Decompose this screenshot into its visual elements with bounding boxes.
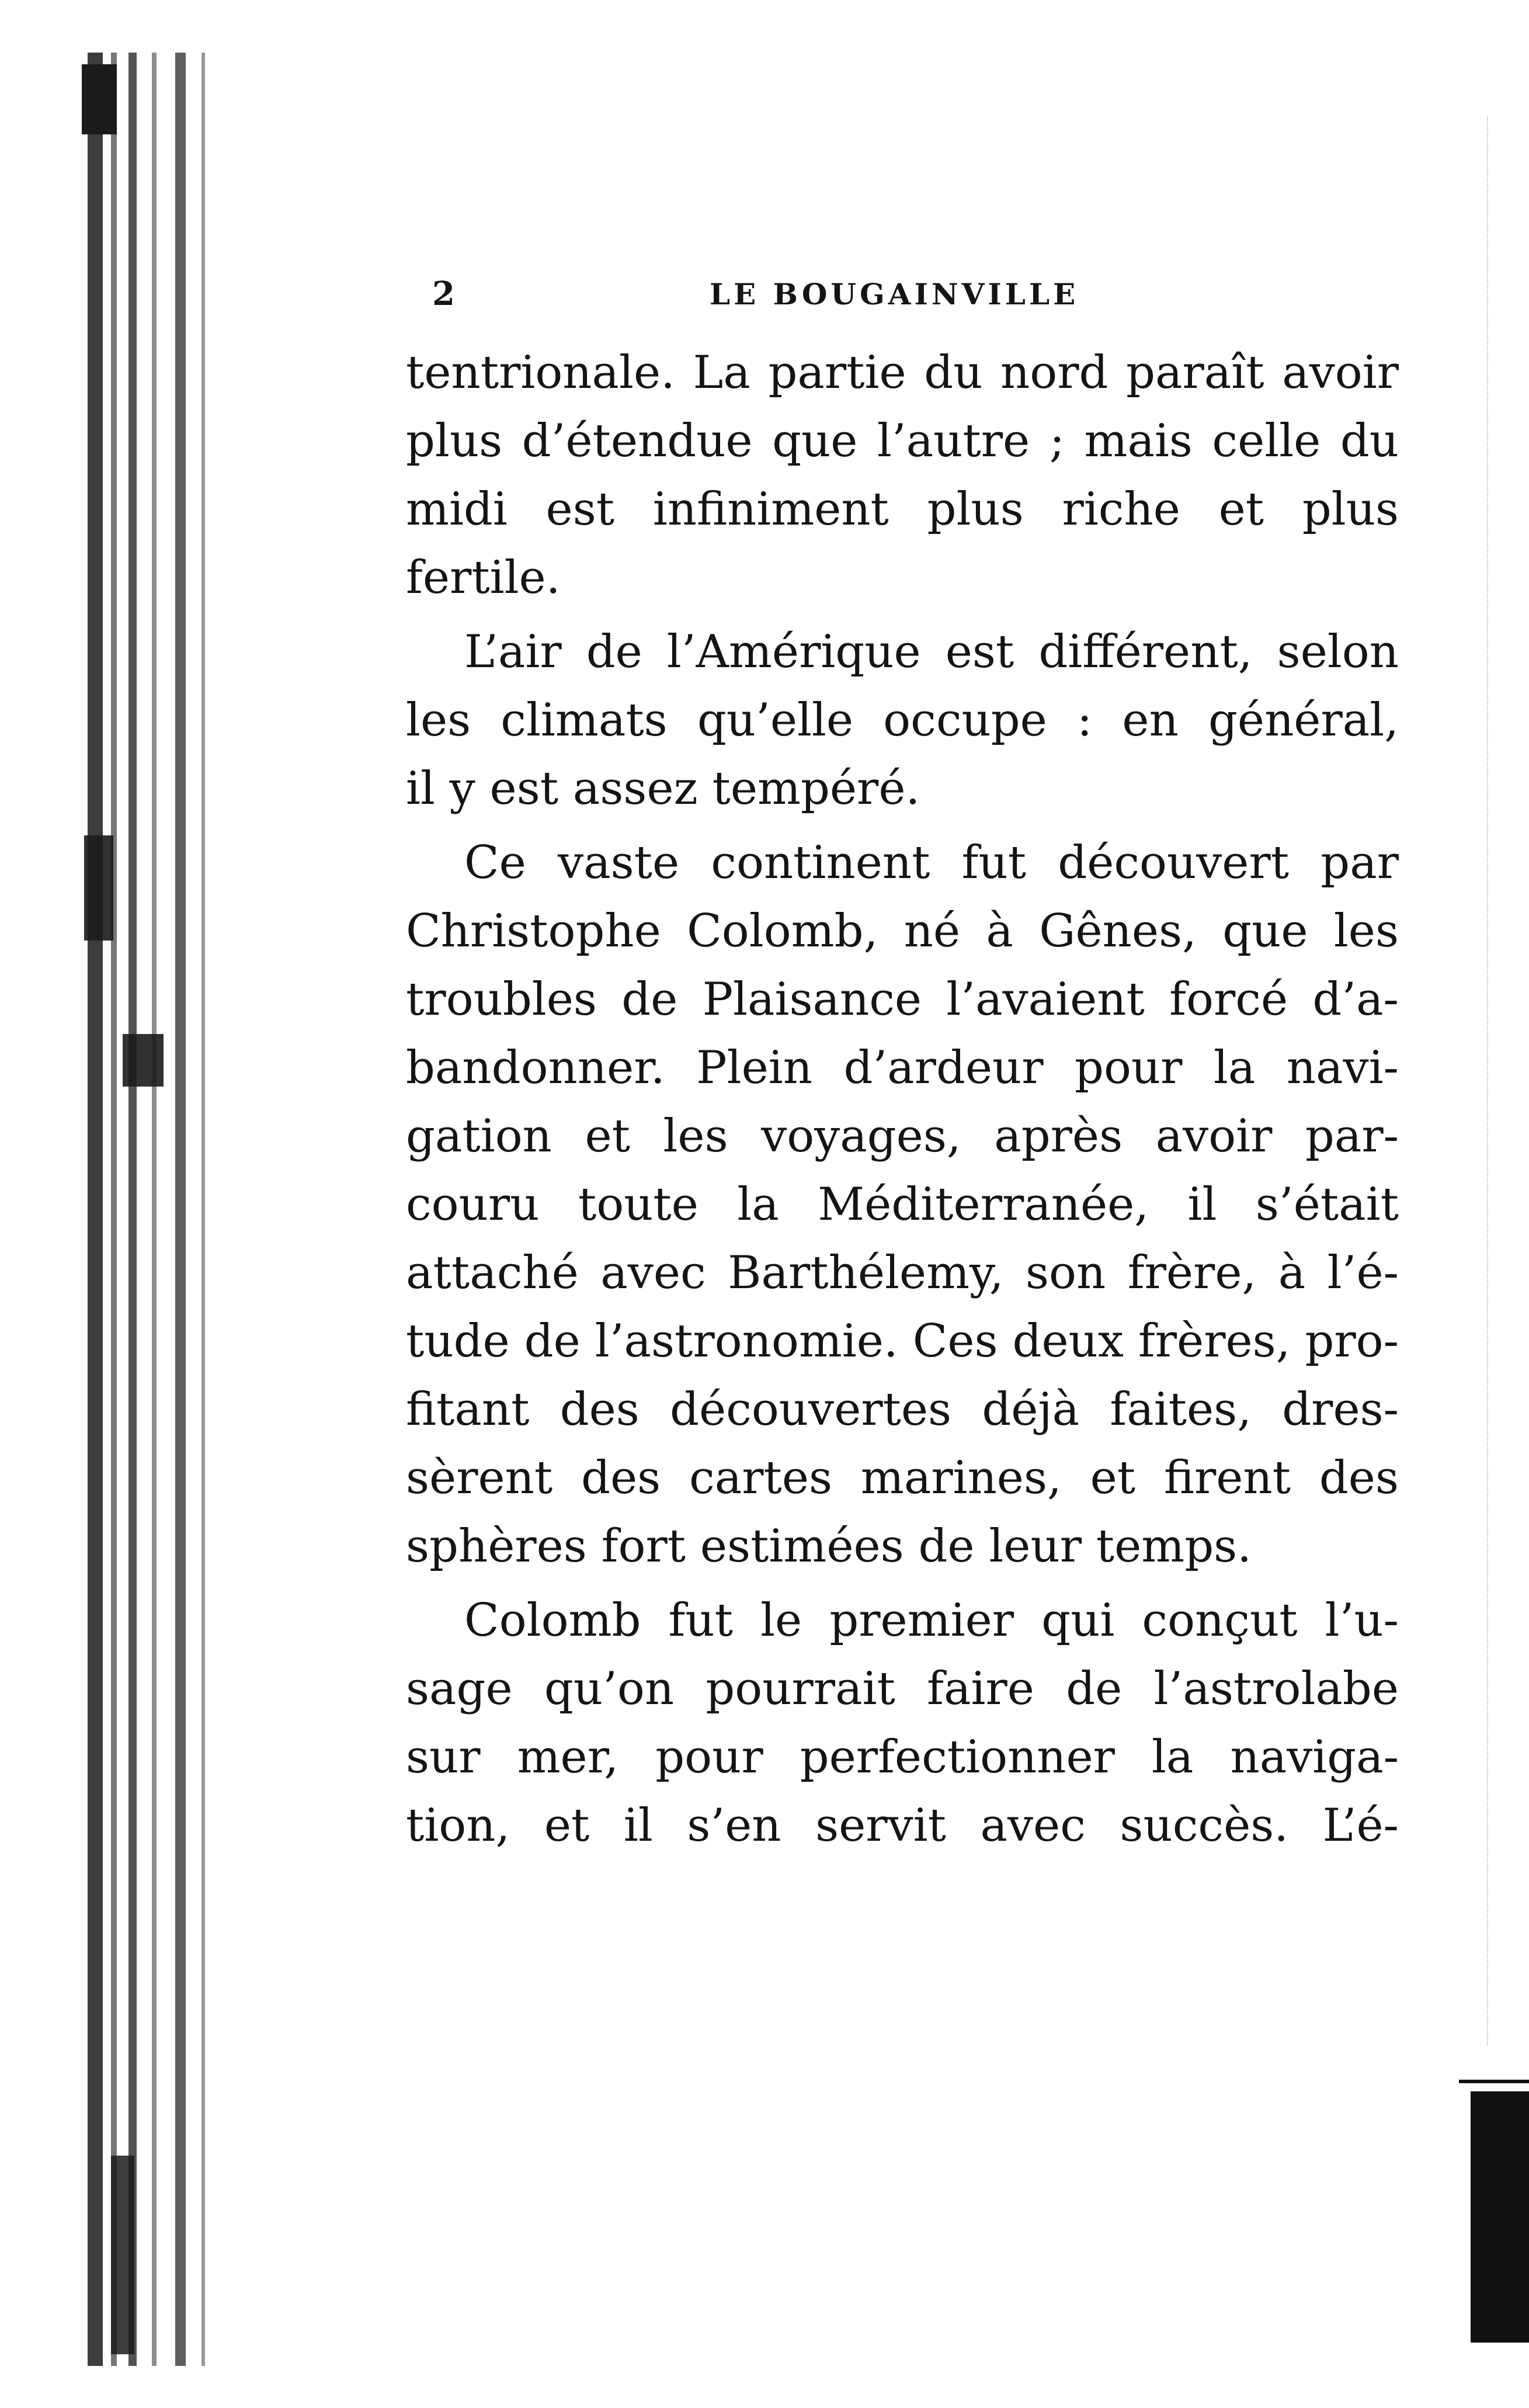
gutter-blot	[82, 64, 117, 134]
scan-edge-speckle	[1487, 117, 1523, 2045]
text-line: sur mer, pour perfectionner la naviga-	[406, 1731, 1399, 1784]
text-line: tion, et il s’en servit avec succès. L’é-	[406, 1799, 1399, 1852]
gutter-shadow	[201, 53, 205, 2366]
text-line: plus d’étendue que l’autre ; mais celle du	[406, 415, 1399, 467]
gutter-blot	[111, 2156, 134, 2354]
page-number: 2	[432, 275, 456, 313]
text-line: troubles de Plaisance l’avaient forcé d’a-	[406, 973, 1399, 1026]
text-line: fertile.	[406, 551, 561, 604]
text-line: sèrent des cartes marines, et firent des	[406, 1452, 1399, 1504]
text-line: tentrionale. La partie du nord paraît avoir	[406, 346, 1399, 399]
running-title: LE BOUGAINVILLE	[710, 277, 1079, 311]
text-line: midi est infiniment plus riche et plus	[406, 483, 1399, 536]
text-line: L’air de l’Amérique est différent, selon	[464, 626, 1399, 678]
gutter-shadow	[111, 53, 117, 2366]
text-line: sage qu’on pourrait faire de l’astrolabe	[406, 1663, 1399, 1715]
text-line: Ce vaste continent fut découvert par	[464, 837, 1399, 889]
text-line: Colomb fut le premier qui conçut l’u-	[464, 1594, 1399, 1647]
gutter-shadow	[175, 53, 186, 2366]
scan-edge-shadow	[1471, 2091, 1529, 2343]
body-text	[406, 339, 1399, 1860]
text-line: tude de l’astronomie. Ces deux frères, pro-	[406, 1315, 1399, 1368]
gutter-shadow	[152, 53, 157, 2366]
gutter-shadow	[88, 53, 103, 2366]
scan-binding-gutter	[88, 53, 234, 2366]
text-line: Christophe Colomb, né à Gênes, que les	[406, 905, 1399, 957]
text-line: il y est assez tempéré.	[406, 762, 920, 815]
text-line: gation et les voyages, après avoir par-	[406, 1110, 1399, 1163]
gutter-shadow	[128, 53, 137, 2366]
running-head	[406, 275, 1399, 339]
gutter-blot	[84, 835, 113, 941]
text-line: sphères fort estimées de leur temps.	[406, 1520, 1252, 1573]
book-page	[406, 275, 1399, 1860]
text-line: les climats qu’elle occupe : en général,	[406, 694, 1399, 747]
text-line: attaché avec Barthélemy, son frère, à l’é-	[406, 1247, 1399, 1299]
gutter-blot	[123, 1034, 164, 1087]
text-line: bandonner. Plein d’ardeur pour la navi-	[406, 1042, 1399, 1094]
text-line: couru toute la Méditerranée, il s’était	[406, 1178, 1399, 1231]
text-line: fitant des découvertes déjà faites, dres-	[406, 1383, 1399, 1436]
